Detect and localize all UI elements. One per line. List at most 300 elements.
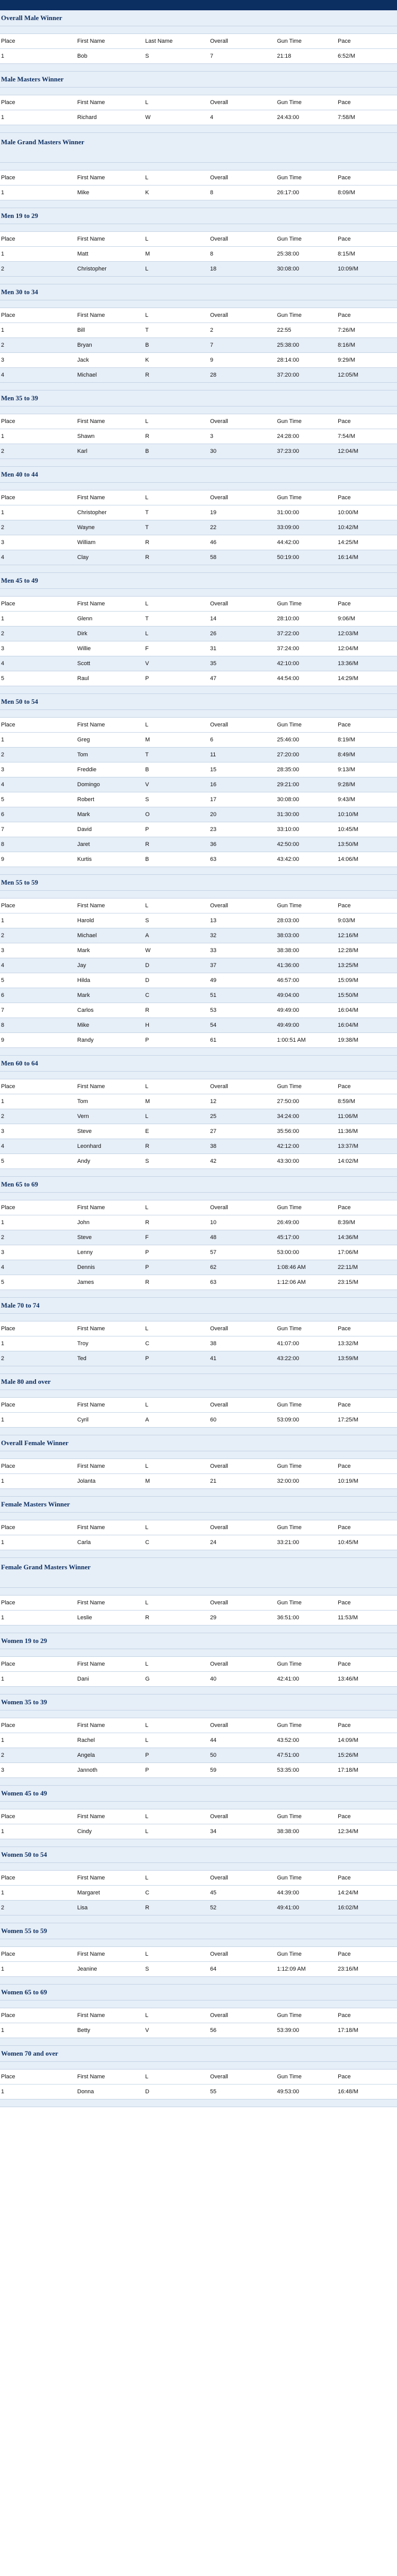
column-header-pace: Pace bbox=[338, 1814, 351, 1820]
cell-overall: 57 bbox=[210, 1249, 217, 1256]
column-header-first-name: First Name bbox=[77, 312, 105, 318]
cell-place: 4 bbox=[1, 554, 5, 561]
section-men-35-to-39 bbox=[0, 391, 397, 467]
column-header-last-name: L bbox=[145, 601, 149, 607]
cell-place: 1 bbox=[1, 2027, 5, 2033]
spacer-row bbox=[0, 1839, 397, 1847]
cell-gun-time: 49:49:00 bbox=[277, 1022, 299, 1028]
column-header-last-name: L bbox=[145, 903, 149, 909]
column-header-pace: Pace bbox=[338, 1722, 351, 1728]
column-header-place: Place bbox=[1, 2012, 15, 2019]
cell-gun-time: 42:41:00 bbox=[277, 1676, 299, 1682]
section-title: Men 40 to 44 bbox=[0, 467, 397, 483]
cell-place: 4 bbox=[1, 1264, 5, 1270]
cell-last-name: S bbox=[145, 53, 149, 59]
column-header-gun-time: Gun Time bbox=[277, 1951, 302, 1957]
spacer-row bbox=[0, 1687, 397, 1694]
spacer-row bbox=[0, 300, 397, 308]
column-header-pace: Pace bbox=[338, 1661, 351, 1667]
cell-last-name: C bbox=[145, 1341, 149, 1347]
cell-overall: 36 bbox=[210, 841, 217, 848]
column-header-last-name: L bbox=[145, 312, 149, 318]
table-row bbox=[0, 958, 397, 973]
column-header-place: Place bbox=[1, 1524, 15, 1531]
column-header-last-name: L bbox=[145, 1661, 149, 1667]
table-header-row bbox=[0, 597, 397, 612]
cell-first-name: Domingo bbox=[77, 782, 100, 788]
cell-pace: 7:54/M bbox=[338, 433, 355, 439]
cell-last-name: R bbox=[145, 1143, 149, 1149]
cell-pace: 13:46/M bbox=[338, 1676, 358, 1682]
table-row bbox=[0, 1413, 397, 1428]
cell-place: 2 bbox=[1, 342, 5, 348]
cell-gun-time: 44:42:00 bbox=[277, 539, 299, 546]
cell-first-name: Shawn bbox=[77, 433, 95, 439]
cell-last-name: C bbox=[145, 1539, 149, 1546]
column-header-first-name: First Name bbox=[77, 1205, 105, 1211]
cell-last-name: P bbox=[145, 1037, 149, 1043]
cell-first-name: Clay bbox=[77, 554, 89, 561]
column-header-place: Place bbox=[1, 1205, 15, 1211]
cell-last-name: M bbox=[145, 251, 150, 257]
cell-place: 5 bbox=[1, 1158, 5, 1164]
section-title: Men 60 to 64 bbox=[0, 1056, 397, 1072]
cell-overall: 26 bbox=[210, 631, 217, 637]
column-header-place: Place bbox=[1, 99, 15, 106]
cell-place: 2 bbox=[1, 266, 5, 272]
cell-gun-time: 1:12:06 AM bbox=[277, 1279, 306, 1285]
column-header-pace: Pace bbox=[338, 1875, 351, 1881]
cell-place: 5 bbox=[1, 977, 5, 984]
column-header-overall: Overall bbox=[210, 38, 228, 44]
spacer-row bbox=[0, 1513, 397, 1520]
cell-first-name: Jay bbox=[77, 962, 87, 969]
table-row bbox=[0, 505, 397, 520]
table-row bbox=[0, 1215, 397, 1230]
cell-overall: 15 bbox=[210, 767, 217, 773]
cell-pace: 16:04/M bbox=[338, 1022, 358, 1028]
cell-gun-time: 37:24:00 bbox=[277, 646, 299, 652]
column-header-gun-time: Gun Time bbox=[277, 1524, 302, 1531]
table-header-row bbox=[0, 1079, 397, 1094]
cell-first-name: Wayne bbox=[77, 524, 95, 531]
column-header-first-name: First Name bbox=[77, 1524, 105, 1531]
table-row bbox=[0, 988, 397, 1003]
cell-pace: 17:06/M bbox=[338, 1249, 358, 1256]
spacer-row bbox=[0, 1048, 397, 1056]
table-header-row bbox=[0, 1809, 397, 1824]
cell-pace: 9:28/M bbox=[338, 782, 355, 788]
column-header-last-name: L bbox=[145, 1205, 149, 1211]
cell-gun-time: 43:42:00 bbox=[277, 856, 299, 862]
cell-first-name: Jeanine bbox=[77, 1966, 97, 1972]
column-header-first-name: First Name bbox=[77, 1951, 105, 1957]
cell-first-name: Jolanta bbox=[77, 1478, 96, 1484]
table-header-row bbox=[0, 414, 397, 429]
cell-first-name: Rachel bbox=[77, 1737, 95, 1743]
cell-pace: 8:09/M bbox=[338, 190, 355, 196]
cell-gun-time: 36:51:00 bbox=[277, 1615, 299, 1621]
cell-first-name: Dani bbox=[77, 1676, 89, 1682]
section-men-45-to-49 bbox=[0, 573, 397, 694]
cell-place: 7 bbox=[1, 1007, 5, 1013]
cell-gun-time: 25:38:00 bbox=[277, 342, 299, 348]
cell-pace: 9:13/M bbox=[338, 767, 355, 773]
cell-gun-time: 43:22:00 bbox=[277, 1355, 299, 1362]
column-header-pace: Pace bbox=[338, 38, 351, 44]
cell-pace: 12:34/M bbox=[338, 1828, 358, 1835]
cell-first-name: Dennis bbox=[77, 1264, 95, 1270]
column-header-overall: Overall bbox=[210, 1083, 228, 1090]
spacer-row bbox=[0, 1939, 397, 1947]
cell-place: 3 bbox=[1, 357, 5, 363]
cell-last-name: L bbox=[145, 631, 149, 637]
table-row bbox=[0, 792, 397, 807]
cell-last-name: L bbox=[145, 1828, 149, 1835]
cell-gun-time: 31:30:00 bbox=[277, 811, 299, 818]
cell-overall: 17 bbox=[210, 796, 217, 803]
column-header-place: Place bbox=[1, 1661, 15, 1667]
cell-place: 1 bbox=[1, 327, 5, 333]
cell-gun-time: 27:50:00 bbox=[277, 1098, 299, 1105]
column-header-place: Place bbox=[1, 38, 15, 44]
column-header-first-name: First Name bbox=[77, 1463, 105, 1469]
cell-first-name: Kurtis bbox=[77, 856, 92, 862]
column-header-last-name: L bbox=[145, 1875, 149, 1881]
cell-last-name: T bbox=[145, 524, 149, 531]
cell-gun-time: 35:56:00 bbox=[277, 1128, 299, 1134]
cell-overall: 51 bbox=[210, 992, 217, 998]
table-row bbox=[0, 338, 397, 353]
cell-overall: 63 bbox=[210, 856, 217, 862]
cell-gun-time: 49:41:00 bbox=[277, 1905, 299, 1911]
results-sections bbox=[0, 10, 397, 2107]
column-header-place: Place bbox=[1, 312, 15, 318]
cell-pace: 10:09/M bbox=[338, 266, 358, 272]
spacer-row bbox=[0, 26, 397, 34]
cell-overall: 34 bbox=[210, 1828, 217, 1835]
cell-gun-time: 53:09:00 bbox=[277, 1417, 299, 1423]
column-header-overall: Overall bbox=[210, 175, 228, 181]
cell-pace: 12:16/M bbox=[338, 933, 358, 939]
cell-place: 5 bbox=[1, 675, 5, 682]
cell-last-name: R bbox=[145, 1905, 149, 1911]
column-header-gun-time: Gun Time bbox=[277, 2074, 302, 2080]
cell-last-name: H bbox=[145, 1022, 149, 1028]
cell-pace: 12:03/M bbox=[338, 631, 358, 637]
spacer-row bbox=[0, 1863, 397, 1871]
cell-first-name: John bbox=[77, 1219, 90, 1226]
cell-last-name: R bbox=[145, 554, 149, 561]
cell-overall: 28 bbox=[210, 372, 217, 378]
column-header-gun-time: Gun Time bbox=[277, 1463, 302, 1469]
table-row bbox=[0, 748, 397, 762]
column-header-overall: Overall bbox=[210, 2074, 228, 2080]
cell-last-name: T bbox=[145, 616, 149, 622]
table-row bbox=[0, 852, 397, 867]
table-row bbox=[0, 2023, 397, 2038]
spacer-row bbox=[0, 406, 397, 414]
spacer-row bbox=[0, 1169, 397, 1177]
column-header-first-name: First Name bbox=[77, 1326, 105, 1332]
column-header-last-name: L bbox=[145, 2074, 149, 2080]
spacer-row bbox=[0, 867, 397, 875]
cell-overall: 58 bbox=[210, 554, 217, 561]
cell-first-name: Bryan bbox=[77, 342, 92, 348]
cell-gun-time: 33:10:00 bbox=[277, 826, 299, 833]
cell-last-name: A bbox=[145, 933, 149, 939]
top-bar bbox=[0, 0, 397, 10]
cell-last-name: M bbox=[145, 737, 150, 743]
cell-overall: 18 bbox=[210, 266, 217, 272]
column-header-overall: Overall bbox=[210, 495, 228, 501]
cell-overall: 49 bbox=[210, 977, 217, 984]
cell-pace: 14:24/M bbox=[338, 1890, 358, 1896]
table-header-row bbox=[0, 1321, 397, 1336]
cell-first-name: Mark bbox=[77, 992, 90, 998]
cell-last-name: K bbox=[145, 357, 149, 363]
cell-last-name: P bbox=[145, 675, 149, 682]
column-header-first-name: First Name bbox=[77, 495, 105, 501]
column-header-last-name: L bbox=[145, 175, 149, 181]
column-header-gun-time: Gun Time bbox=[277, 1814, 302, 1820]
cell-overall: 20 bbox=[210, 811, 217, 818]
cell-pace: 9:03/M bbox=[338, 918, 355, 924]
section-men-19-to-29 bbox=[0, 208, 397, 284]
spacer-row bbox=[0, 383, 397, 391]
cell-overall: 7 bbox=[210, 53, 214, 59]
cell-pace: 8:49/M bbox=[338, 752, 355, 758]
column-header-pace: Pace bbox=[338, 175, 351, 181]
section-title: Men 30 to 34 bbox=[0, 284, 397, 300]
spacer-row bbox=[0, 1625, 397, 1633]
cell-last-name: W bbox=[145, 114, 151, 121]
cell-last-name: L bbox=[145, 266, 149, 272]
cell-pace: 11:53/M bbox=[338, 1615, 358, 1621]
cell-overall: 35 bbox=[210, 660, 217, 667]
column-header-first-name: First Name bbox=[77, 1814, 105, 1820]
cell-place: 2 bbox=[1, 1752, 5, 1758]
cell-pace: 10:19/M bbox=[338, 1478, 358, 1484]
spacer-row bbox=[0, 483, 397, 490]
cell-place: 5 bbox=[1, 1279, 5, 1285]
section-title: Female Grand Masters Winner bbox=[0, 1558, 397, 1588]
cell-place: 1 bbox=[1, 2089, 5, 2095]
column-header-gun-time: Gun Time bbox=[277, 312, 302, 318]
spacer-row bbox=[0, 589, 397, 597]
cell-place: 4 bbox=[1, 1143, 5, 1149]
cell-place: 1 bbox=[1, 251, 5, 257]
table-row bbox=[0, 323, 397, 338]
column-header-gun-time: Gun Time bbox=[277, 1875, 302, 1881]
cell-last-name: L bbox=[145, 1113, 149, 1120]
section-men-55-to-59 bbox=[0, 875, 397, 1056]
column-header-first-name: First Name bbox=[77, 722, 105, 728]
cell-gun-time: 46:57:00 bbox=[277, 977, 299, 984]
section-title: Male Grand Masters Winner bbox=[0, 133, 397, 163]
cell-first-name: Willie bbox=[77, 646, 91, 652]
cell-pace: 17:25/M bbox=[338, 1417, 358, 1423]
column-header-place: Place bbox=[1, 1463, 15, 1469]
table-header-row bbox=[0, 899, 397, 913]
column-header-first-name: First Name bbox=[77, 1722, 105, 1728]
table-row bbox=[0, 943, 397, 958]
spacer-row bbox=[0, 1916, 397, 1923]
spacer-row bbox=[0, 710, 397, 718]
cell-last-name: T bbox=[145, 510, 149, 516]
cell-gun-time: 25:38:00 bbox=[277, 251, 299, 257]
cell-gun-time: 44:39:00 bbox=[277, 1890, 299, 1896]
spacer-row bbox=[0, 1290, 397, 1298]
spacer-row bbox=[0, 1489, 397, 1497]
column-header-pace: Pace bbox=[338, 2012, 351, 2019]
table-row bbox=[0, 733, 397, 748]
column-header-overall: Overall bbox=[210, 1463, 228, 1469]
table-header-row bbox=[0, 1398, 397, 1413]
cell-last-name: S bbox=[145, 796, 149, 803]
cell-first-name: Jannoth bbox=[77, 1767, 98, 1773]
spacer-row bbox=[0, 1550, 397, 1558]
cell-first-name: Michael bbox=[77, 933, 97, 939]
column-header-overall: Overall bbox=[210, 903, 228, 909]
cell-place: 1 bbox=[1, 1219, 5, 1226]
column-header-first-name: First Name bbox=[77, 903, 105, 909]
cell-first-name: Michael bbox=[77, 372, 97, 378]
cell-overall: 16 bbox=[210, 782, 217, 788]
spacer-row bbox=[0, 1977, 397, 1985]
table-row bbox=[0, 1139, 397, 1154]
column-header-pace: Pace bbox=[338, 1402, 351, 1408]
table-row bbox=[0, 1018, 397, 1033]
cell-place: 1 bbox=[1, 1098, 5, 1105]
table-header-row bbox=[0, 1459, 397, 1474]
spacer-row bbox=[0, 1072, 397, 1079]
cell-first-name: Richard bbox=[77, 114, 97, 121]
column-header-overall: Overall bbox=[210, 1661, 228, 1667]
cell-pace: 17:18/M bbox=[338, 2027, 358, 2033]
cell-pace: 12:04/M bbox=[338, 448, 358, 454]
table-row bbox=[0, 368, 397, 383]
column-header-pace: Pace bbox=[338, 1205, 351, 1211]
cell-first-name: Tom bbox=[77, 752, 88, 758]
cell-overall: 50 bbox=[210, 1752, 217, 1758]
cell-last-name: D bbox=[145, 2089, 149, 2095]
table-row bbox=[0, 1351, 397, 1366]
column-header-overall: Overall bbox=[210, 1600, 228, 1606]
cell-pace: 8:19/M bbox=[338, 737, 355, 743]
cell-last-name: F bbox=[145, 646, 149, 652]
table-row bbox=[0, 762, 397, 777]
cell-gun-time: 49:49:00 bbox=[277, 1007, 299, 1013]
cell-overall: 33 bbox=[210, 947, 217, 954]
column-header-place: Place bbox=[1, 1875, 15, 1881]
cell-last-name: P bbox=[145, 1264, 149, 1270]
cell-last-name: R bbox=[145, 372, 149, 378]
cell-overall: 21 bbox=[210, 1478, 217, 1484]
cell-first-name: Troy bbox=[77, 1341, 89, 1347]
table-header-row bbox=[0, 1718, 397, 1733]
cell-last-name: V bbox=[145, 2027, 149, 2033]
table-row bbox=[0, 1474, 397, 1489]
cell-overall: 10 bbox=[210, 1219, 217, 1226]
cell-place: 4 bbox=[1, 962, 5, 969]
spacer-row bbox=[0, 88, 397, 95]
column-header-overall: Overall bbox=[210, 99, 228, 106]
table-row bbox=[0, 1611, 397, 1625]
cell-first-name: Christopher bbox=[77, 266, 107, 272]
cell-gun-time: 24:43:00 bbox=[277, 114, 299, 121]
column-header-last-name: Last Name bbox=[145, 38, 173, 44]
cell-first-name: Hilda bbox=[77, 977, 91, 984]
cell-pace: 16:04/M bbox=[338, 1007, 358, 1013]
cell-gun-time: 49:04:00 bbox=[277, 992, 299, 998]
cell-overall: 38 bbox=[210, 1341, 217, 1347]
spacer-row bbox=[0, 2099, 397, 2107]
table-row bbox=[0, 49, 397, 64]
column-header-gun-time: Gun Time bbox=[277, 1402, 302, 1408]
cell-gun-time: 24:28:00 bbox=[277, 433, 299, 439]
cell-overall: 38 bbox=[210, 1143, 217, 1149]
cell-gun-time: 37:22:00 bbox=[277, 631, 299, 637]
section-men-65-to-69 bbox=[0, 1177, 397, 1298]
column-header-place: Place bbox=[1, 903, 15, 909]
cell-overall: 27 bbox=[210, 1128, 217, 1134]
cell-place: 9 bbox=[1, 856, 5, 862]
cell-place: 1 bbox=[1, 1737, 5, 1743]
column-header-gun-time: Gun Time bbox=[277, 1722, 302, 1728]
cell-pace: 22:11/M bbox=[338, 1264, 358, 1270]
spacer-row bbox=[0, 163, 397, 171]
table-header-row bbox=[0, 1947, 397, 1962]
cell-gun-time: 30:08:00 bbox=[277, 796, 299, 803]
column-header-gun-time: Gun Time bbox=[277, 418, 302, 425]
column-header-last-name: L bbox=[145, 1402, 149, 1408]
column-header-place: Place bbox=[1, 1951, 15, 1957]
cell-last-name: V bbox=[145, 782, 149, 788]
column-header-overall: Overall bbox=[210, 236, 228, 242]
cell-gun-time: 43:30:00 bbox=[277, 1158, 299, 1164]
spacer-row bbox=[0, 2062, 397, 2070]
spacer-row bbox=[0, 1778, 397, 1786]
table-row bbox=[0, 1109, 397, 1124]
cell-pace: 12:04/M bbox=[338, 646, 358, 652]
table-row bbox=[0, 1886, 397, 1901]
section-title: Men 65 to 69 bbox=[0, 1177, 397, 1193]
column-header-pace: Pace bbox=[338, 1326, 351, 1332]
spacer-row bbox=[0, 1588, 397, 1596]
cell-overall: 37 bbox=[210, 962, 217, 969]
column-header-overall: Overall bbox=[210, 1326, 228, 1332]
column-header-gun-time: Gun Time bbox=[277, 38, 302, 44]
cell-gun-time: 38:38:00 bbox=[277, 947, 299, 954]
cell-place: 4 bbox=[1, 372, 5, 378]
cell-place: 6 bbox=[1, 992, 5, 998]
column-header-overall: Overall bbox=[210, 418, 228, 425]
cell-overall: 6 bbox=[210, 737, 214, 743]
cell-pace: 17:18/M bbox=[338, 1767, 358, 1773]
cell-first-name: Lenny bbox=[77, 1249, 93, 1256]
spacer-row bbox=[0, 1710, 397, 1718]
cell-last-name: D bbox=[145, 977, 149, 984]
cell-pace: 14:09/M bbox=[338, 1737, 358, 1743]
section-women-35-to-39 bbox=[0, 1694, 397, 1786]
cell-pace: 10:45/M bbox=[338, 1539, 358, 1546]
cell-place: 1 bbox=[1, 1676, 5, 1682]
cell-pace: 12:05/M bbox=[338, 372, 358, 378]
cell-first-name: Mark bbox=[77, 811, 90, 818]
spacer-row bbox=[0, 1390, 397, 1398]
table-row bbox=[0, 2084, 397, 2099]
